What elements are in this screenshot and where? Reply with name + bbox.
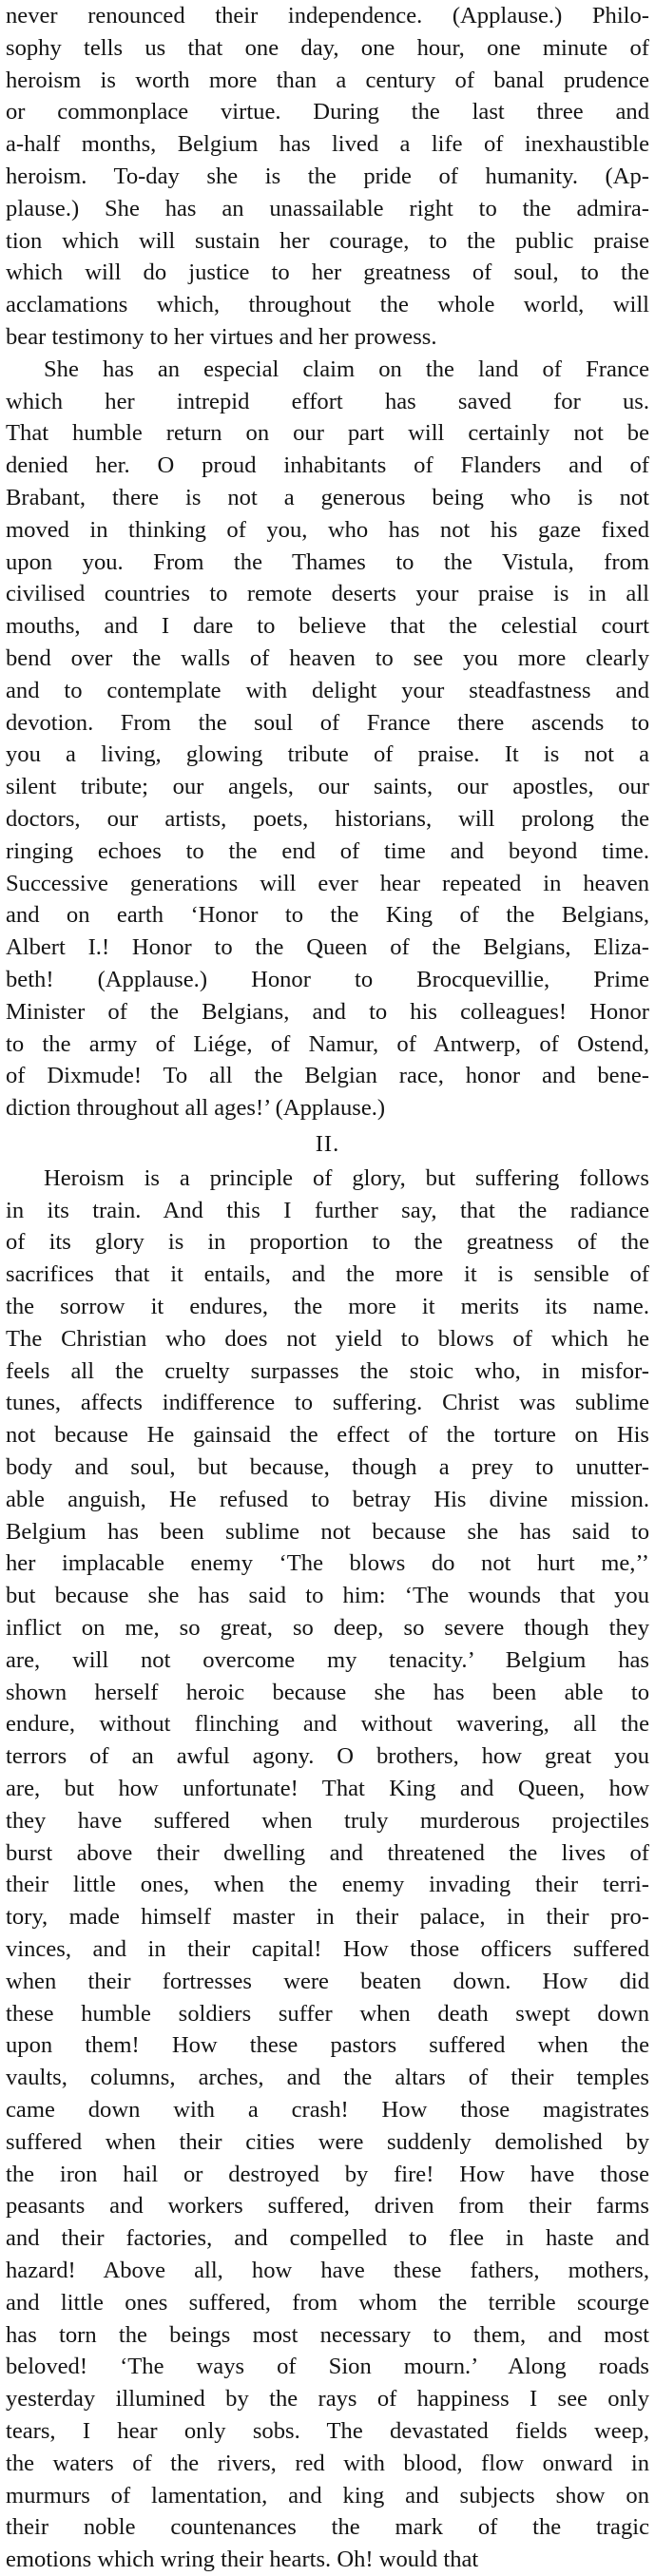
text-line: and little ones suffered, from whom the terrible scourge xyxy=(6,2289,649,2316)
section-two-body xyxy=(6,1163,649,2576)
text-line: their noble countenances the mark of the tragic xyxy=(6,2514,649,2541)
text-line: bend over the walls of heaven to see you more clearly xyxy=(6,644,649,671)
text-line: not because He gainsaid the effect of the torture on His xyxy=(6,1422,649,1449)
text-line: civilised countries to remote deserts your praise is in all xyxy=(6,581,649,607)
text-line: The Christian who does not yield to blows of which he xyxy=(6,1325,649,1352)
text-line: which will do justice to her greatness of soul, to the xyxy=(6,260,649,286)
text-line: has torn the beings most necessary to them, and most xyxy=(6,2321,649,2348)
text-line: moved in thinking of you, who has not his gaze fixed xyxy=(6,516,649,543)
text-line: bear testimony to her virtues and her prowess. xyxy=(6,323,437,350)
text-line: sophy tells us that one day, one hour, one minute of xyxy=(6,34,649,61)
text-line: diction throughout all ages!’ (Applause.) xyxy=(6,1095,386,1122)
text-line: when their fortresses were beaten down. How did xyxy=(6,1968,649,1994)
text-line: emotions which wring their hearts. Oh! would that xyxy=(6,2547,479,2573)
text-line: Brabant, there is not a generous being who is not xyxy=(6,484,649,510)
text-line: Minister of the Belgians, and to his colleagues! Honor xyxy=(6,998,649,1025)
text-line: these humble soldiers suffer when death swept down xyxy=(6,2000,649,2027)
text-line: they have suffered when truly murderous projectiles xyxy=(6,1807,649,1834)
text-line: mouths, and I dare to believe that the celestial court xyxy=(6,613,649,640)
text-line: acclamations which, throughout the whole world, will xyxy=(6,292,649,318)
text-line: you a living, glowing tribute of praise. It is not a xyxy=(6,741,649,768)
text-line: and to contemplate with delight your steadfastness and xyxy=(6,677,649,703)
text-line: peasants and workers suffered, driven from their farms xyxy=(6,2193,649,2220)
text-line: of Dixmude! To all the Belgian race, honor and bene- xyxy=(6,1063,649,1089)
text-line: She has an especial claim on the land of France xyxy=(44,356,649,382)
text-line: tory, made himself master in their palace, in their pro- xyxy=(6,1904,649,1931)
text-line: suffered when their cities were suddenly demolished by xyxy=(6,2128,649,2155)
text-line: are, will not overcome my tenacity.’ Belgium has xyxy=(6,1646,649,1673)
text-line: plause.) She has an unassailable right to the admira- xyxy=(6,195,649,221)
text-line: in its train. And this I further say, that the radiance xyxy=(6,1197,649,1223)
text-line: beloved! ‘The ways of Sion mourn.’ Along roads xyxy=(6,2354,649,2380)
text-line: tunes, affects indifference to suffering. Christ was sublime xyxy=(6,1390,649,1416)
text-line: devotion. From the soul of France there ascends to xyxy=(6,709,649,736)
text-line: and their factories, and compelled to flee in haste and xyxy=(6,2225,649,2252)
text-line: the sorrow it endures, the more it merits its name. xyxy=(6,1294,649,1320)
text-line: shown herself heroic because she has been able to xyxy=(6,1679,649,1705)
text-line: That humble return on our part will certainly not be xyxy=(6,420,649,447)
text-line: or commonplace virtue. During the last three and xyxy=(6,99,649,125)
text-line: the iron hail or destroyed by fire! How have those xyxy=(6,2161,649,2187)
text-line: tion which will sustain her courage, to the public praise xyxy=(6,227,649,254)
text-line: vinces, and in their capital! How those officers suffered xyxy=(6,1936,649,1963)
text-line: tears, I hear only sobs. The devastated fields weep, xyxy=(6,2417,649,2444)
text-line: silent tribute; our angels, our saints, our apostles, our xyxy=(6,774,649,800)
paragraph xyxy=(6,1163,649,2576)
text-line: Successive generations will ever hear repeated in heaven xyxy=(6,870,649,896)
text-line: Albert I.! Honor to the Queen of the Belgians, Eliza- xyxy=(6,934,649,961)
text-line: and on earth ‘Honor to the King of the Belgians, xyxy=(6,902,649,929)
text-line: terrors of an awful agony. O brothers, how great you xyxy=(6,1743,649,1770)
text-line: beth! (Applause.) Honor to Brocquevillie, Prime xyxy=(6,966,649,992)
text-line: burst above their dwelling and threatened the lives of xyxy=(6,1839,649,1866)
text-line: to the army of Liége, of Namur, of Antwerp, of Ostend, xyxy=(6,1030,649,1057)
text-line: upon you. From the Thames to the Vistula, from xyxy=(6,548,649,575)
text-line: vaults, columns, arches, and the altars of their temples xyxy=(6,2065,649,2091)
text-line: a-half months, Belgium has lived a life of inexhaustible xyxy=(6,131,649,158)
text-line: her implacable enemy ‘The blows do not hurt me,’’ xyxy=(6,1550,649,1577)
text-line: Heroism is a principle of glory, but suffering follows xyxy=(44,1164,649,1191)
section-heading: II. xyxy=(315,1130,340,1157)
text-line: murmurs of lamentation, and king and subjects show on xyxy=(6,2482,649,2509)
text-line: heroism is worth more than a century of banal prudence xyxy=(6,67,649,93)
section-one-body xyxy=(6,0,649,1125)
text-line: doctors, our artists, poets, historians, will prolong the xyxy=(6,805,649,832)
paragraph xyxy=(6,0,649,354)
text-line: their little ones, when the enemy invading their terri- xyxy=(6,1872,649,1898)
text-line: but because she has said to him: ‘The wounds that you xyxy=(6,1583,649,1609)
text-line: feels all the cruelty surpasses the stoic who, in misfor- xyxy=(6,1357,649,1384)
text-line: which her intrepid effort has saved for us. xyxy=(6,388,649,414)
text-line: the waters of the rivers, red with blood, flow onward in xyxy=(6,2450,649,2476)
text-line: ringing echoes to the end of time and beyond time. xyxy=(6,837,649,864)
text-line: sacrifices that it entails, and the more it is sensible of xyxy=(6,1261,649,1288)
text-line: endure, without flinching and without wavering, all the xyxy=(6,1711,649,1738)
text-line: of its glory is in proportion to the greatness of the xyxy=(6,1229,649,1256)
text-line: yesterday illumined by the rays of happiness I see only xyxy=(6,2386,649,2413)
text-line: inflict on me, so great, so deep, so severe though they xyxy=(6,1615,649,1642)
text-line: able anguish, He refused to betray His divine mission. xyxy=(6,1486,649,1512)
text-line: upon them! How these pastors suffered when the xyxy=(6,2032,649,2059)
text-line: came down with a crash! How those magistrates xyxy=(6,2097,649,2123)
text-line: denied her. O proud inhabitants of Flanders and of xyxy=(6,452,649,479)
text-line: hazard! Above all, how have these fathers, mothers, xyxy=(6,2257,649,2283)
text-line: heroism. To-day she is the pride of humanity. (Ap- xyxy=(6,163,649,189)
text-line: body and soul, but because, though a prey to unutter- xyxy=(6,1454,649,1481)
paragraph xyxy=(6,354,649,1125)
text-line: are, but how unfortunate! That King and Queen, how xyxy=(6,1776,649,1802)
text-line: Belgium has been sublime not because she has said to xyxy=(6,1518,649,1545)
text-line: never renounced their independence. (Applause.) Philo- xyxy=(6,3,649,29)
